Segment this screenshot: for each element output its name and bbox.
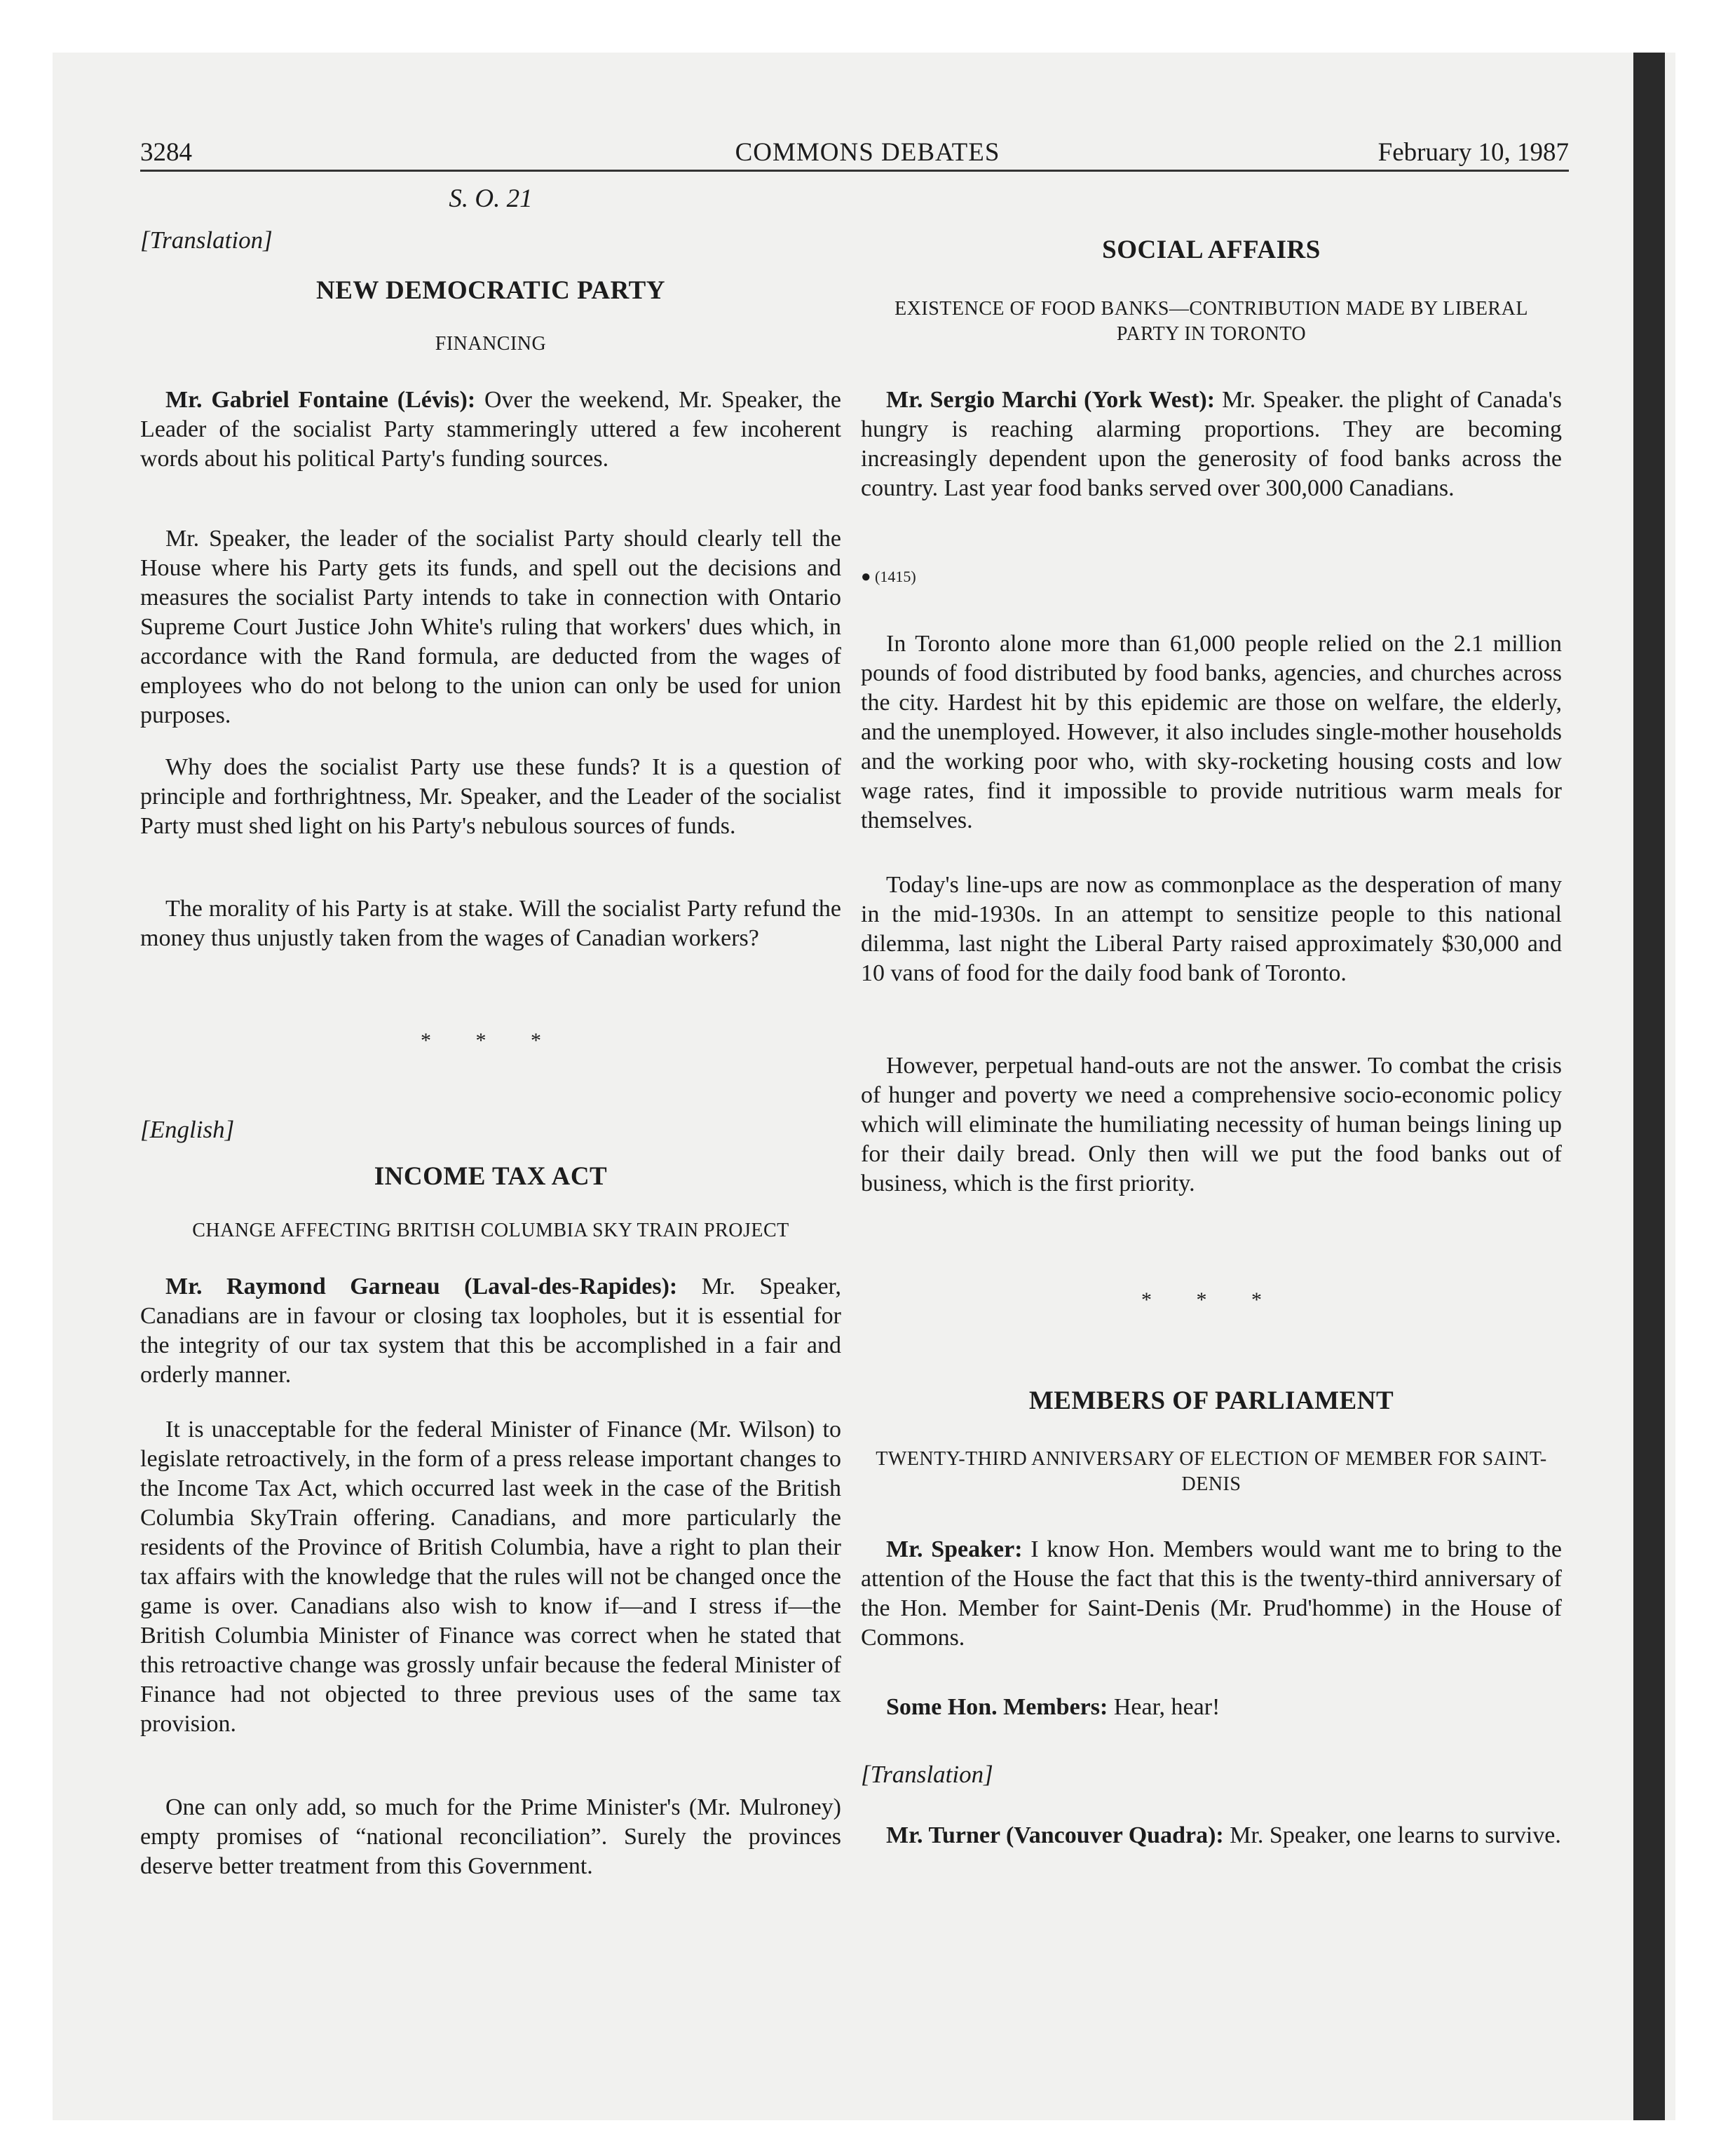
section-subheading: EXISTENCE OF FOOD BANKS—CONTRIBUTION MADE BY LIBERAL PARTY IN TORONTO [894, 298, 1528, 345]
speaker-name: Mr. Turner (Vancouver Quadra): [886, 1822, 1224, 1848]
page-date: February 10, 1987 [1377, 138, 1569, 167]
section-heading: NEW DEMOCRATIC PARTY [316, 276, 665, 305]
section-subheading: TWENTY-THIRD ANNIVERSARY OF ELECTION OF MEMBER FOR SAINT-DENIS [876, 1448, 1547, 1495]
paragraph: Today's line-ups are now as commonplace as the desperation of many in the mid-1930s. In an attempt to sensitize people to this national dilemma, last night the Liberal Party raised approximately $30,000 and 10 vans of food for the daily food bank of Toronto. [861, 872, 1562, 986]
speaker-name: Some Hon. Members: [886, 1694, 1108, 1720]
section-heading: MEMBERS OF PARLIAMENT [1028, 1386, 1394, 1415]
bullet-icon: ● [861, 568, 871, 586]
translation-tag: [Translation] [140, 226, 273, 254]
paragraph: However, perpetual hand-outs are not the answer. To combat the crisis of hunger and poverty we need a comprehensive socio-economic policy which will eliminate the humiliating necessity of human beings lining up for their daily bread. Only then will we put the food banks out of business, which is the first priority. [861, 1053, 1562, 1196]
paragraph: It is unacceptable for the federal Minister of Finance (Mr. Wilson) to legislate retroactively, in the form of a press release important changes to the Income Tax Act, which occurred last week in the case of the British Columbia SkyTrain offering. Canadians, and more particularly the residents of the Province of British Columbia, have a right to plan their tax affairs with the knowledge that the rules will not be changed once the game is over. Canadians also wish to know if—and I stress if—the British Columbia Minister of Finance was correct when he stated that this retroactive change was grossly unfair because the federal Minister of Finance had not objected to three previous uses of the same tax provision. [140, 1417, 841, 1737]
paragraph: Mr. Speaker, the leader of the socialist Party should clearly tell the House where his Party gets its funds, and spell out the decisions and measures the socialist Party intends to take in connection with Ontario Supreme Court Justice John White's ruling that workers' dues which, in accordance with the Rand formula, are deducted from the wages of employees who do not belong to the union can only be used for union purposes. [140, 526, 841, 728]
section-heading: SOCIAL AFFAIRS [1102, 236, 1321, 264]
time-marker [861, 568, 916, 587]
paragraph [861, 386, 1562, 503]
speaker-name: Mr. Sergio Marchi (York West): [886, 387, 1216, 413]
speaker-name: Mr. Speaker: [886, 1536, 1023, 1562]
paragraph [861, 1821, 1562, 1850]
paragraph: Why does the socialist Party use these funds? It is a question of principle and forthrightness, Mr. Speaker, and the Leader of the socialist Party must shed light on his Party's nebulous sources of funds. [140, 754, 841, 839]
paragraph [861, 1535, 1562, 1653]
paragraph [140, 1272, 841, 1390]
paragraph [861, 1693, 1562, 1722]
header-rule [140, 170, 1569, 172]
section-heading: INCOME TAX ACT [374, 1162, 608, 1191]
speech-text: I know Hon. Members would want me to bring to the attention of the House the fact that this is the twenty-third anniversary of the Hon. Member for Saint-Denis (Mr. Prud'homme) in the House of Commons. [861, 1536, 1562, 1651]
paragraph [140, 386, 841, 474]
language-tag: [English] [140, 1116, 235, 1143]
paragraph: The morality of his Party is at stake. Will the socialist Party refund the money thus unjustly taken from the wages of Canadian workers? [140, 896, 841, 951]
running-title: COMMONS DEBATES [735, 138, 1000, 167]
time-marker-text: (1415) [875, 568, 916, 585]
paragraph: One can only add, so much for the Prime Minister's (Mr. Mulroney) empty promises of “national reconciliation”. Surely the provinces deserve better treatment from this Government. [140, 1794, 841, 1879]
speech-text: Hear, hear! [1108, 1694, 1220, 1720]
page-number: 3284 [140, 138, 192, 167]
section-separator: * * * [1141, 1288, 1281, 1311]
speaker-name: Mr. Gabriel Fontaine (Lévis): [165, 387, 476, 413]
speech-text: Mr. Speaker. the plight of Canada's hungry is reaching alarming proportions. They are becoming increasingly dependent upon the generosity of food banks across the country. Last year food banks served over 300,000 Canadians. [861, 387, 1562, 501]
speaker-name: Mr. Raymond Garneau (Laval-des-Rapides): [165, 1274, 678, 1299]
speech-text: Over the weekend, Mr. Speaker, the Leader of the socialist Party stammeringly uttered a few incoherent words about his political Party's funding sources. [140, 387, 841, 472]
translation-tag: [Translation] [861, 1761, 993, 1788]
standing-order-label: S. O. 21 [449, 184, 533, 213]
paragraph: In Toronto alone more than 61,000 people relied on the 2.1 million pounds of food distributed by food banks, agencies, and churches across the city. Hardest hit by this epidemic are those on welfare, the elderly, and the unemployed. However, it also includes single-mother households and the working poor who, with sky-rocketing housing costs and low wage rates, find it impossible to provide nutritious warm meals for themselves. [861, 631, 1562, 833]
speech-text: Mr. Speaker, Canadians are in favour or closing tax loopholes, but it is essential for the integrity of our tax system that this be accomplished in a fair and orderly manner. [140, 1274, 841, 1388]
section-separator: * * * [421, 1029, 561, 1052]
section-subheading: CHANGE AFFECTING BRITISH COLUMBIA SKY TRAIN PROJECT [192, 1220, 789, 1241]
section-subheading: FINANCING [435, 333, 547, 355]
speech-text: Mr. Speaker, one learns to survive. [1223, 1822, 1561, 1848]
